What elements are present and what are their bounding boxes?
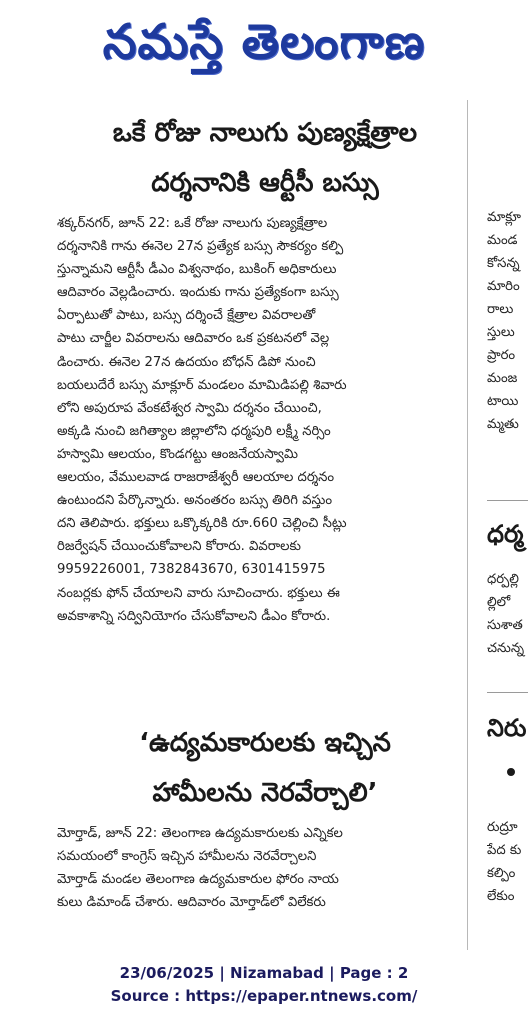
footer-source: Source : https://epaper.ntnews.com/ bbox=[110, 987, 418, 1005]
body-line: శక్కర్‌నగర్, జూన్ 22: ఒకే రోజు నాలుగు పుణ్యక్షేత్రాల bbox=[57, 216, 328, 231]
body-line: డించారు. ఈనెల 27న ఉదయం బోధన్ డిపో నుంచి bbox=[57, 354, 316, 370]
body-line: లోని అపురూప వేంకటేశ్వర స్వామి దర్శనం చేయించి, bbox=[57, 400, 322, 416]
body-line: స్తున్నామని ఆర్టీసీ డీఎం విశ్వనాథం, బుకింగ్ అధికారులు bbox=[57, 262, 337, 278]
cropped-line: చనున్న bbox=[487, 641, 525, 656]
body-line: రిజర్వేషన్ చేయించుకోవాలని కోరారు. వివరాలకు bbox=[57, 539, 301, 555]
body-line: బయలుదేరే బస్సు మాక్లూర్ మండలం మామిడిపల్లి శివారు bbox=[57, 377, 347, 393]
article-body bbox=[57, 822, 475, 926]
article-rtc-bus bbox=[53, 108, 477, 628]
cropped-line: ప్రారం bbox=[487, 348, 516, 363]
cropped-line: కోసన్న bbox=[487, 256, 520, 271]
section-divider bbox=[487, 692, 528, 693]
newspaper-title: నమస్తే తెలంగాణ bbox=[102, 14, 426, 70]
body-line: అక్కడి నుంచి జగిత్యాల జిల్లాలోని ధర్మపురి లక్ష్మీ నర్సిం bbox=[57, 423, 331, 439]
page-footer bbox=[0, 954, 528, 1024]
cropped-headline: ధర్మ bbox=[487, 520, 524, 548]
cropped-line: మండ bbox=[487, 233, 518, 248]
cropped-line: ధర్పల్లి bbox=[487, 572, 519, 587]
body-line: మోర్తాడ్, జూన్ 22: తెలంగాణ ఉద్యమకారులకు ఎన్నికల bbox=[57, 826, 343, 841]
cropped-line: టాయి bbox=[487, 394, 519, 409]
cropped-line: ల్లిలో bbox=[487, 595, 511, 610]
article-headline-line2: దర్శనానికి ఆర్టీసీ బస్సు bbox=[151, 168, 379, 198]
body-line: అవకాశాన్ని సద్వినియోగం చేసుకోవాలని డీఎం కోరారు. bbox=[57, 608, 331, 624]
article-body bbox=[57, 212, 475, 628]
bullet-icon bbox=[507, 768, 515, 776]
masthead bbox=[0, 0, 528, 86]
body-line-phone-numbers: 9959226001, 7382843670, 6301415975 bbox=[57, 562, 326, 578]
cropped-line: స్తులు bbox=[487, 325, 515, 340]
cropped-line: సుశాత bbox=[487, 618, 523, 633]
body-line: నంబర్లకు ఫోన్ చేయాలని వారు సూచించారు. భక్తులు ఈ bbox=[57, 585, 340, 601]
cropped-line: రుద్రూ bbox=[487, 820, 518, 835]
cropped-line: మ్మతు bbox=[487, 417, 519, 432]
article-headline-line1: ఒకే రోజు నాలుగు పుణ్యక్షేత్రాల bbox=[112, 118, 418, 148]
cropped-line: కల్పిం bbox=[487, 866, 516, 881]
body-line: దని తెలిపారు. భక్తులు ఒక్కొక్కరికి రూ.660 చెల్లించి సీట్లు bbox=[57, 516, 347, 532]
cropped-line: పేద కు bbox=[487, 843, 522, 858]
body-line: హస్వామి ఆలయం, కొండగట్టు ఆంజనేయస్వామి bbox=[57, 446, 298, 462]
body-line: కులు డిమాండ్ చేశారు. ఆదివారం మోర్తాడ్‌లో విలేకరు bbox=[57, 895, 326, 911]
article-activists-promises bbox=[53, 718, 477, 926]
body-line: దర్శనానికి గాను ఈనెల 27న ప్రత్యేక బస్సు సౌకర్యం కల్పి bbox=[57, 239, 344, 255]
cropped-line: లేకుం bbox=[487, 889, 515, 904]
cropped-line: మారిం bbox=[487, 279, 520, 294]
cropped-line: మంజ bbox=[487, 371, 518, 386]
body-line: ఏర్పాటుతో పాటు, బస్సు దర్శించే క్షేత్రాల వివరాలతో bbox=[57, 308, 316, 324]
article-headline-line2: హామీలను నెరవేర్చాలి’ bbox=[152, 778, 378, 808]
body-line: మోర్తాడ్ మండల తెలంగాణ ఉద్యమకారుల ఫోరం నాయ bbox=[57, 872, 339, 888]
cropped-headline: నిరు bbox=[487, 714, 527, 742]
body-line: ఆలయం, వేములవాడ రాజరాజేశ్వరీ ఆలయాల దర్శనం bbox=[57, 470, 335, 486]
body-line: ఉంటుందని పేర్కొన్నారు. అనంతరం బస్సు తిరిగి వస్తుం bbox=[57, 493, 333, 509]
cropped-line: మాక్లూ bbox=[487, 210, 521, 225]
cropped-line: రాలు bbox=[487, 302, 514, 317]
adjacent-column-cropped bbox=[487, 210, 528, 950]
article-headline-line1: ‘ఉద్యమకారులకు ఇచ్చిన bbox=[139, 728, 391, 758]
body-line: సమయంలో కాంగ్రెస్ ఇచ్చిన హామీలను నెరవేర్చాలని bbox=[57, 849, 317, 865]
footer-date-edition: 23/06/2025 | Nizamabad | Page : 2 bbox=[119, 964, 409, 982]
section-divider bbox=[487, 500, 528, 501]
body-line: ఆదివారం వెల్లడించారు. ఇందుకు గాను ప్రత్యేకంగా బస్సు bbox=[57, 285, 339, 301]
body-line: పాటు చార్జీల వివరాలను ఆదివారం ఒక ప్రకటనలో వెల్ల bbox=[57, 331, 330, 347]
